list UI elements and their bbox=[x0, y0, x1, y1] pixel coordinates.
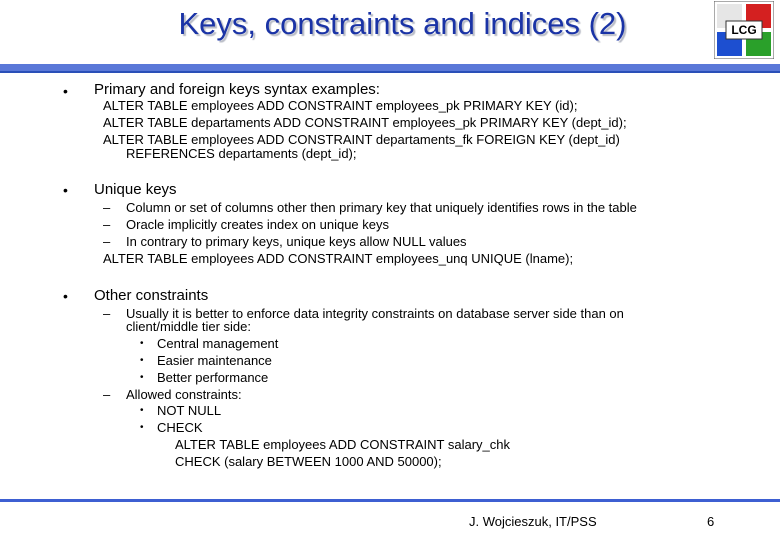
sub-bullet: • bbox=[140, 372, 144, 383]
sub-bullet: • bbox=[140, 405, 144, 416]
logo-text: LCG bbox=[731, 23, 757, 37]
section-2-heading: Unique keys bbox=[94, 181, 177, 198]
sub-bullet: • bbox=[140, 355, 144, 366]
list-item: Easier maintenance bbox=[157, 353, 272, 368]
code-line: ALTER TABLE departaments ADD CONSTRAINT employees_pk PRIMARY KEY (dept_id); bbox=[103, 115, 627, 130]
footer-divider bbox=[0, 499, 780, 502]
list-item: Allowed constraints: bbox=[126, 387, 242, 402]
list-item: Better performance bbox=[157, 370, 269, 385]
page-number: 6 bbox=[707, 514, 715, 529]
code-line: CHECK (salary BETWEEN 1000 AND 50000); bbox=[175, 454, 442, 469]
code-line: ALTER TABLE employees ADD CONSTRAINT employees_pk PRIMARY KEY (id); bbox=[103, 98, 578, 113]
dash-marker: – bbox=[103, 234, 111, 249]
list-item: client/middle tier side: bbox=[126, 319, 251, 334]
code-line: ALTER TABLE employees ADD CONSTRAINT employees_unq UNIQUE (lname); bbox=[103, 251, 574, 266]
slide-title: Keys, constraints and indices (2) bbox=[178, 6, 627, 41]
section-3-bullet: • bbox=[63, 288, 68, 304]
section-1-heading: Primary and foreign keys syntax examples: bbox=[94, 81, 380, 98]
dash-marker: – bbox=[103, 306, 111, 321]
title-divider bbox=[0, 64, 780, 73]
code-line: REFERENCES departaments (dept_id); bbox=[126, 146, 357, 161]
sub-bullet: • bbox=[140, 338, 144, 349]
list-item: Central management bbox=[157, 336, 279, 351]
list-item: Usually it is better to enforce data integrity constraints on database server side than on bbox=[126, 306, 624, 321]
section-1-bullet: • bbox=[63, 83, 68, 99]
list-item: Column or set of columns other then primary key that uniquely identifies rows in the table bbox=[126, 200, 637, 215]
code-line: ALTER TABLE employees ADD CONSTRAINT salary_chk bbox=[175, 437, 510, 452]
list-item: NOT NULL bbox=[157, 403, 222, 418]
lcg-logo bbox=[714, 1, 774, 59]
dash-marker: – bbox=[103, 387, 111, 402]
code-line: ALTER TABLE employees ADD CONSTRAINT departaments_fk FOREIGN KEY (dept_id) bbox=[103, 132, 620, 147]
dash-marker: – bbox=[103, 200, 111, 215]
list-item: Oracle implicitly creates index on unique keys bbox=[126, 217, 390, 232]
sub-bullet: • bbox=[140, 422, 144, 433]
footer-author: J. Wojcieszuk, IT/PSS bbox=[469, 514, 597, 529]
list-item: In contrary to primary keys, unique keys allow NULL values bbox=[126, 234, 467, 249]
section-3-heading: Other constraints bbox=[94, 287, 209, 304]
section-2-bullet: • bbox=[63, 182, 68, 198]
dash-marker: – bbox=[103, 217, 111, 232]
list-item: CHECK bbox=[157, 420, 203, 435]
